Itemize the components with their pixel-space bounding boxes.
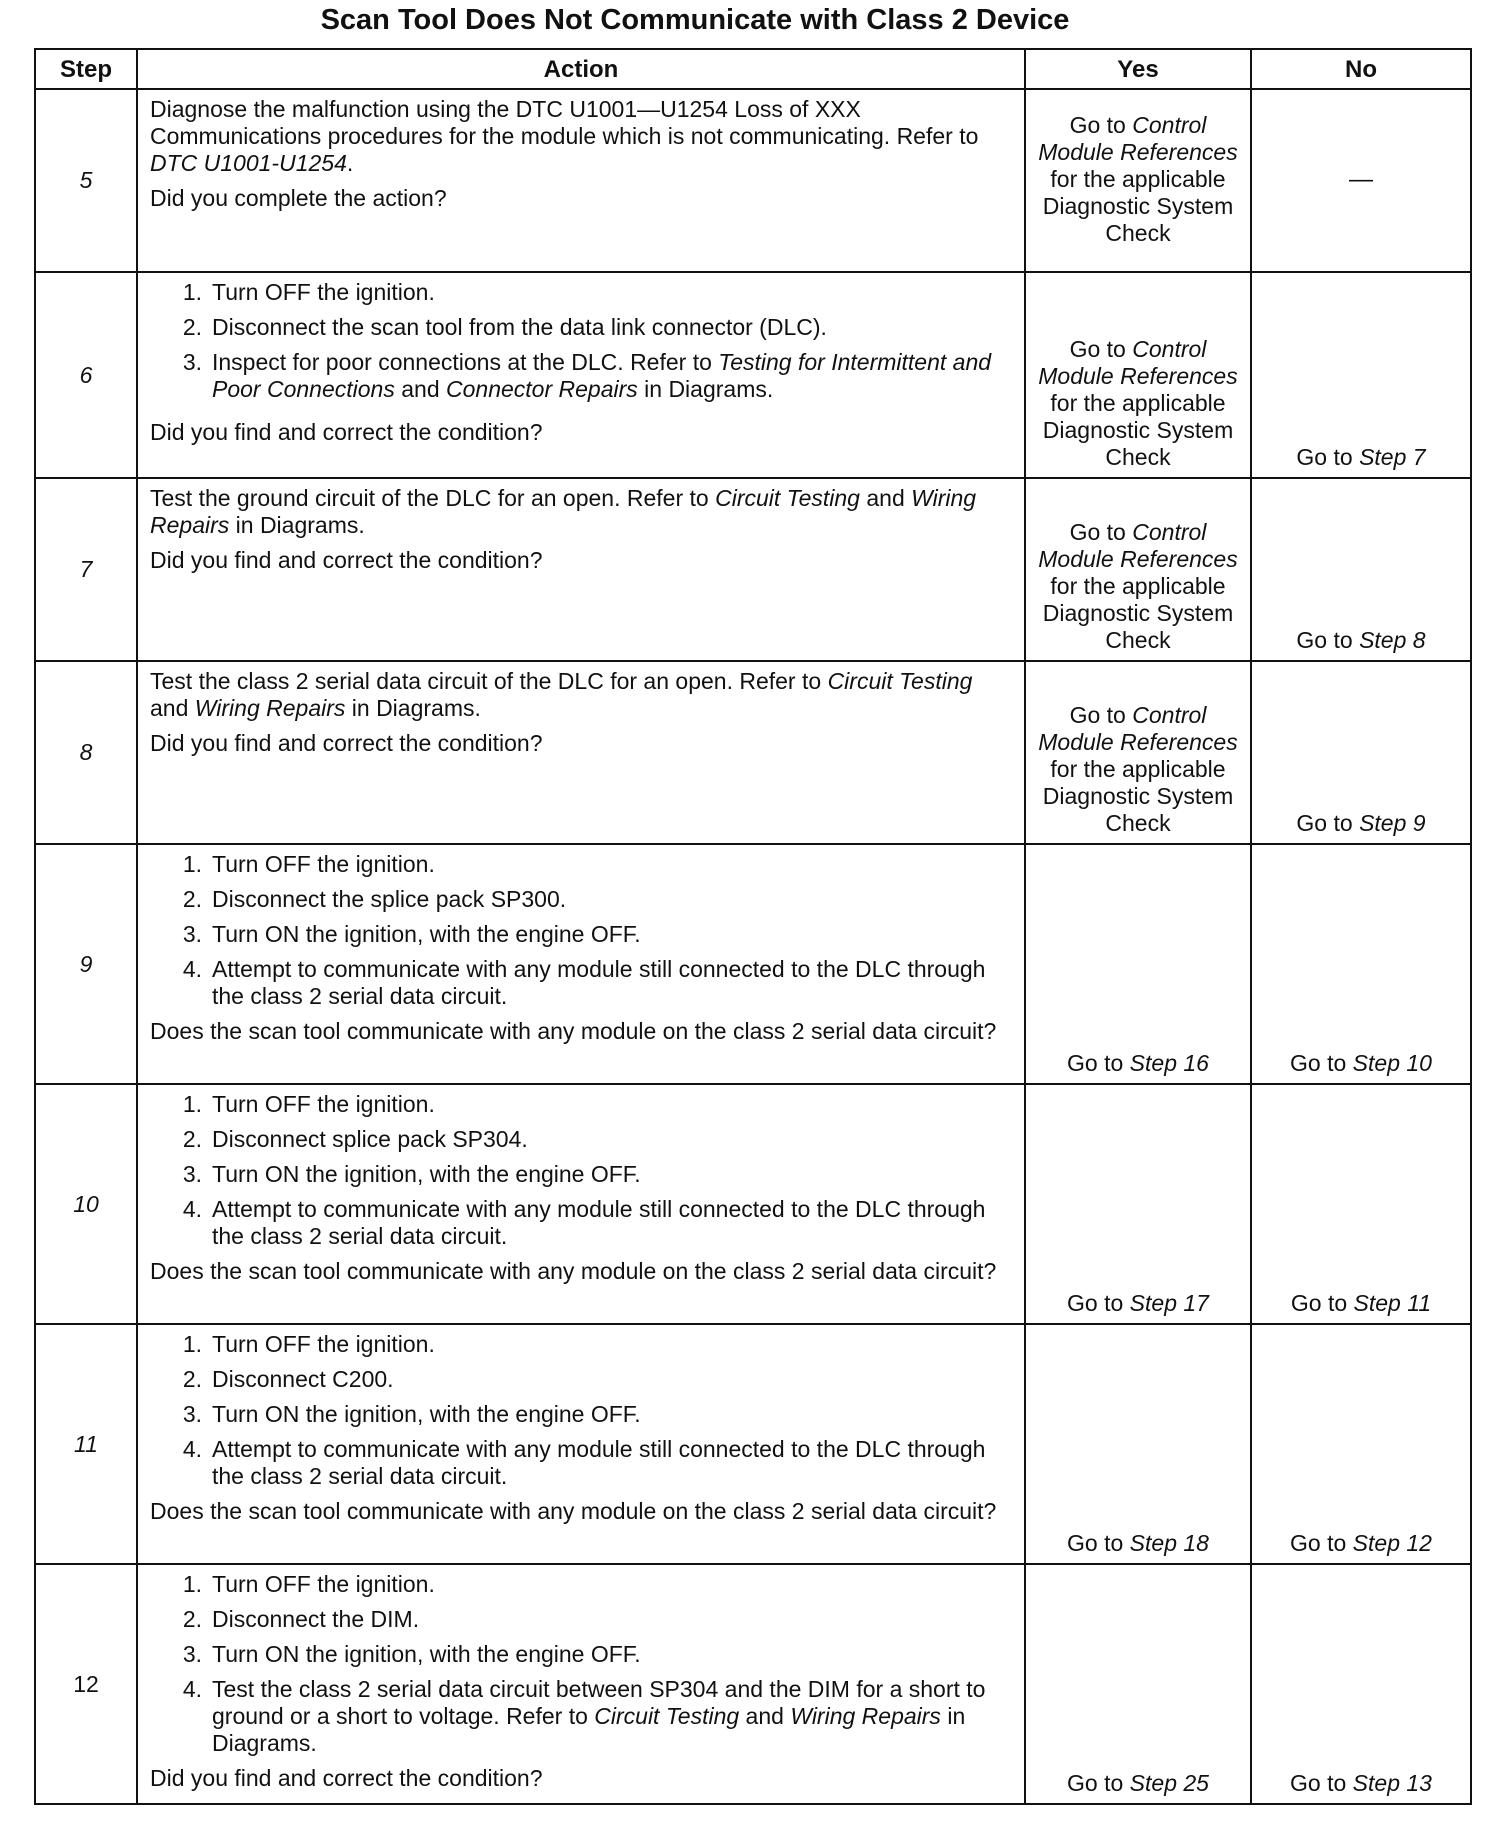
step-number: 12: [35, 1564, 137, 1804]
no-cell: Go to Step 11: [1251, 1084, 1471, 1324]
list-item: 3. Turn ON the ignition, with the engine OFF.: [182, 1401, 641, 1427]
list-item: 3. Turn ON the ignition, with the engine OFF.: [182, 921, 641, 947]
step-number: 6: [35, 272, 137, 478]
list-item: 4. Attempt to communicate with any module still connected to the DLC through the class 2 serial data circuit.: [182, 956, 986, 1009]
action-question: Does the scan tool communicate with any module on the class 2 serial data circuit?: [150, 1258, 997, 1284]
list-item: 1. Turn OFF the ignition.: [182, 279, 435, 305]
reference: Step 12: [1352, 1530, 1432, 1556]
reference: Control Module References: [1038, 702, 1238, 755]
action-steps-list: [150, 1331, 1014, 1490]
yes-cell: Go to Control Module References for the applicable Diagnostic System Check: [1025, 89, 1251, 272]
reference: Wiring Repairs: [194, 695, 346, 721]
header-step: Step: [35, 49, 137, 89]
reference: Connector Repairs: [446, 376, 638, 402]
reference: Step 17: [1129, 1290, 1209, 1316]
diagnostic-table: [34, 48, 1472, 1805]
yes-cell: Go to Control Module References for the applicable Diagnostic System Check: [1025, 661, 1251, 844]
action-question: Does the scan tool communicate with any module on the class 2 serial data circuit?: [150, 1018, 997, 1044]
yes-cell: Go to Step 17: [1025, 1084, 1251, 1324]
no-cell: Go to Step 13: [1251, 1564, 1471, 1804]
table-row-step-10: [35, 1084, 1471, 1324]
header-no: No: [1251, 49, 1471, 89]
reference: Control Module References: [1038, 336, 1238, 389]
yes-cell: Go to Step 25: [1025, 1564, 1251, 1804]
action-cell: [137, 478, 1025, 661]
reference: Step 11: [1353, 1290, 1432, 1316]
step-number: 7: [35, 478, 137, 661]
action-steps-list: [150, 851, 1014, 1010]
reference: Step 16: [1129, 1050, 1209, 1076]
step-number: 8: [35, 661, 137, 844]
action-text: Test the ground circuit of the DLC for an open. Refer to Circuit Testing and Wiring Repairs in Diagrams.: [150, 485, 977, 538]
no-cell: Go to Step 10: [1251, 844, 1471, 1084]
list-item: 1. Turn OFF the ignition.: [182, 1571, 435, 1597]
list-item: 1. Turn OFF the ignition.: [182, 1331, 435, 1357]
list-item: 4. Attempt to communicate with any module still connected to the DLC through the class 2 serial data circuit.: [182, 1196, 986, 1249]
list-item: 2. Disconnect C200.: [182, 1366, 394, 1392]
table-row-step-5: [35, 89, 1471, 272]
reference: Control Module References: [1038, 519, 1238, 572]
step-number: 5: [35, 89, 137, 272]
action-cell: [137, 661, 1025, 844]
list-item: 2. Disconnect the scan tool from the data link connector (DLC).: [182, 314, 827, 340]
header-yes: Yes: [1025, 49, 1251, 89]
list-item: 2. Disconnect splice pack SP304.: [182, 1126, 528, 1152]
action-cell: [137, 844, 1025, 1084]
reference: Step 10: [1352, 1050, 1432, 1076]
reference: Circuit Testing: [594, 1703, 740, 1729]
action-cell: [137, 89, 1025, 272]
reference: DTC U1001-U1254: [150, 150, 347, 176]
list-item: 3. Inspect for poor connections at the DLC. Refer to Testing for Intermittent and Poor Connections and Connector Repairs in Diagrams.: [182, 349, 992, 402]
table-row-step-12: [35, 1564, 1471, 1804]
action-cell: [137, 1084, 1025, 1324]
list-item: 4. Attempt to communicate with any module still connected to the DLC through the class 2 serial data circuit.: [182, 1436, 986, 1489]
action-cell: [137, 272, 1025, 478]
action-steps-list: [150, 1091, 1014, 1250]
step-number: 10: [35, 1084, 137, 1324]
no-cell: Go to Step 7: [1251, 272, 1471, 478]
action-cell: [137, 1324, 1025, 1564]
yes-cell: Go to Control Module References for the applicable Diagnostic System Check: [1025, 478, 1251, 661]
reference: Step 7: [1359, 444, 1426, 470]
table-row-step-8: [35, 661, 1471, 844]
action-text: Test the class 2 serial data circuit of the DLC for an open. Refer to Circuit Testing and Wiring Repairs in Diagrams.: [150, 668, 973, 721]
yes-cell: Go to Step 18: [1025, 1324, 1251, 1564]
reference: Wiring Repairs: [790, 1703, 941, 1729]
no-cell: Go to Step 12: [1251, 1324, 1471, 1564]
table-row-step-6: [35, 272, 1471, 478]
reference: Circuit Testing: [827, 668, 973, 694]
action-question: Did you find and correct the condition?: [150, 1765, 543, 1791]
reference: Step 13: [1352, 1770, 1432, 1796]
action-question: Did you find and correct the condition?: [150, 730, 543, 756]
action-question: Did you complete the action?: [150, 185, 447, 211]
step-number: 9: [35, 844, 137, 1084]
action-question: Does the scan tool communicate with any module on the class 2 serial data circuit?: [150, 1498, 997, 1524]
page-title: Scan Tool Does Not Communicate with Class 2 Device: [320, 4, 1070, 36]
yes-cell: Go to Step 16: [1025, 844, 1251, 1084]
list-item: 4. Test the class 2 serial data circuit between SP304 and the DIM for a short to ground or a short to voltage. Refer to Circuit Testing and Wiring Repairs in Diagrams.: [182, 1676, 986, 1756]
header-action: Action: [137, 49, 1025, 89]
reference: Step 25: [1129, 1770, 1209, 1796]
yes-cell: Go to Control Module References for the applicable Diagnostic System Check: [1025, 272, 1251, 478]
reference: Step 8: [1359, 627, 1426, 653]
list-item: 1. Turn OFF the ignition.: [182, 1091, 435, 1117]
action-steps-list: [150, 279, 1014, 403]
table-row-step-11: [35, 1324, 1471, 1564]
no-cell: Go to Step 9: [1251, 661, 1471, 844]
list-item: 2. Disconnect the DIM.: [182, 1606, 420, 1632]
reference: Testing for Intermittent and Poor Connections: [212, 349, 992, 402]
reference: Circuit Testing: [715, 485, 860, 511]
reference: Step 9: [1359, 810, 1426, 836]
table-row-step-7: [35, 478, 1471, 661]
step-number: 11: [35, 1324, 137, 1564]
reference: Step 18: [1129, 1530, 1209, 1556]
reference: Wiring Repairs: [150, 485, 977, 538]
list-item: 3. Turn ON the ignition, with the engine OFF.: [182, 1161, 641, 1187]
reference: Control Module References: [1038, 112, 1238, 165]
table-row-step-9: [35, 844, 1471, 1084]
action-cell: [137, 1564, 1025, 1804]
list-item: 1. Turn OFF the ignition.: [182, 851, 435, 877]
action-text: Diagnose the malfunction using the DTC U1001—U1254 Loss of XXX Communications procedures for the module which is not communicating. Refer to DTC U1001-U1254.: [150, 96, 979, 176]
no-cell: Go to Step 8: [1251, 478, 1471, 661]
no-cell: —: [1251, 89, 1471, 272]
list-item: 2. Disconnect the splice pack SP300.: [182, 886, 567, 912]
table-header-row: [35, 49, 1471, 89]
list-item: 3. Turn ON the ignition, with the engine OFF.: [182, 1641, 641, 1667]
action-question: Did you find and correct the condition?: [150, 419, 543, 445]
action-question: Did you find and correct the condition?: [150, 547, 543, 573]
action-steps-list: [150, 1571, 1014, 1757]
